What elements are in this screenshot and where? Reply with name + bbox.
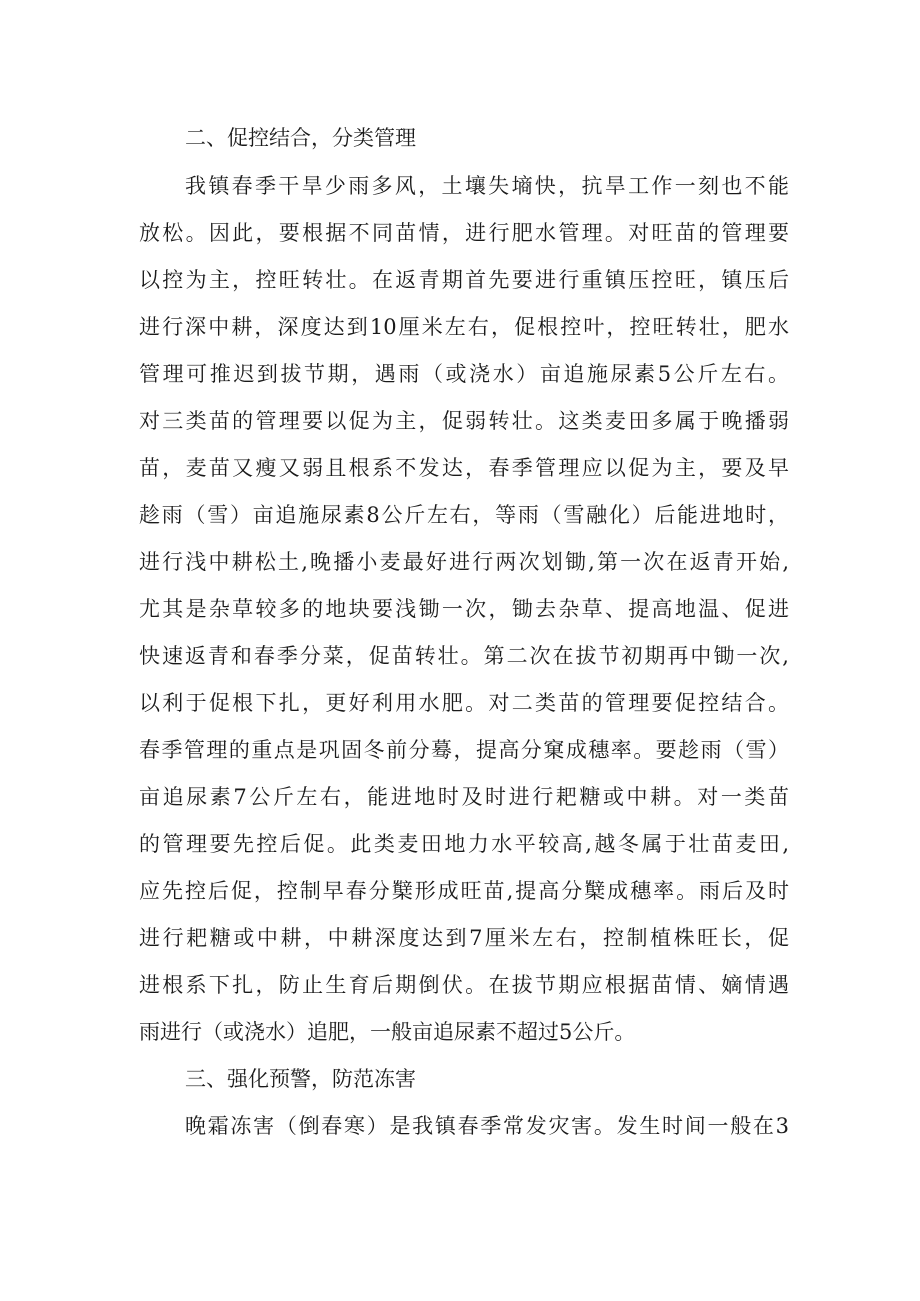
paragraph-line: 进行浅中耕松土,晚播小麦最好进行两次划锄,第一次在返青开始, [139,550,789,574]
paragraph-line: 快速返青和春季分菜，促苗转壮。第二次在拔节初期再中锄一次, [139,644,789,668]
paragraph-line: 进行耙糖或中耕，中耕深度达到7厘米左右，控制植株旺长，促 [139,926,789,950]
paragraph-line: 进根系下扎，防止生育后期倒伏。在拔节期应根据苗情、嫡情遇 [139,973,789,997]
paragraph-line: 趁雨（雪）亩追施尿素8公斤左右，等雨（雪融化）后能进地时， [139,503,789,527]
paragraph-line: 尤其是杂草较多的地块要浅锄一次，锄去杂草、提高地温、促进 [139,597,789,621]
paragraph-line: 以利于促根下扎，更好利用水肥。对二类苗的管理要促控结合。 [139,691,789,715]
paragraph-line: 春季管理的重点是巩固冬前分蓦，提高分窠成穗率。要趁雨（雪） [139,738,789,762]
section2-heading: 二、促控结合，分类管理 [185,126,416,150]
paragraph-line: 放松。因此，要根据不同苗情，进行肥水管理。对旺苗的管理要 [139,221,789,245]
paragraph-line: 管理可推迟到拔节期，遇雨（或浇水）亩追施尿素5公斤左右。 [139,362,789,386]
paragraph-line: 晚霜冻害（倒春寒）是我镇春季常发灾害。发生时间一般在3 [185,1114,789,1138]
paragraph-line: 雨进行（或浇水）追肥，一般亩追尿素不超过5公斤。 [139,1020,636,1044]
paragraph-line: 进行深中耕，深度达到10厘米左右，促根控叶，控旺转壮，肥水 [139,315,789,339]
paragraph-line: 苗，麦苗又瘦又弱且根系不发达，春季管理应以促为主，要及早 [139,456,789,480]
paragraph-line: 亩追尿素7公斤左右，能进地时及时进行耙糖或中耕。对一类苗 [139,785,789,809]
paragraph-line: 对三类苗的管理要以促为主，促弱转壮。这类麦田多属于晚播弱 [139,409,789,433]
section3-heading: 三、强化预警，防范冻害 [185,1067,416,1091]
paragraph-line: 以控为主，控旺转壮。在返青期首先要进行重镇压控旺，镇压后 [139,268,789,292]
paragraph-line: 应先控后促，控制早春分櫱形成旺苗,提高分櫱成穗率。雨后及时 [139,879,789,903]
paragraph-line: 的管理要先控后促。此类麦田地力水平较高,越冬属于壮苗麦田, [139,832,789,856]
paragraph-line: 我镇春季干旱少雨多风，土壤失墒快，抗旱工作一刻也不能 [185,174,789,198]
